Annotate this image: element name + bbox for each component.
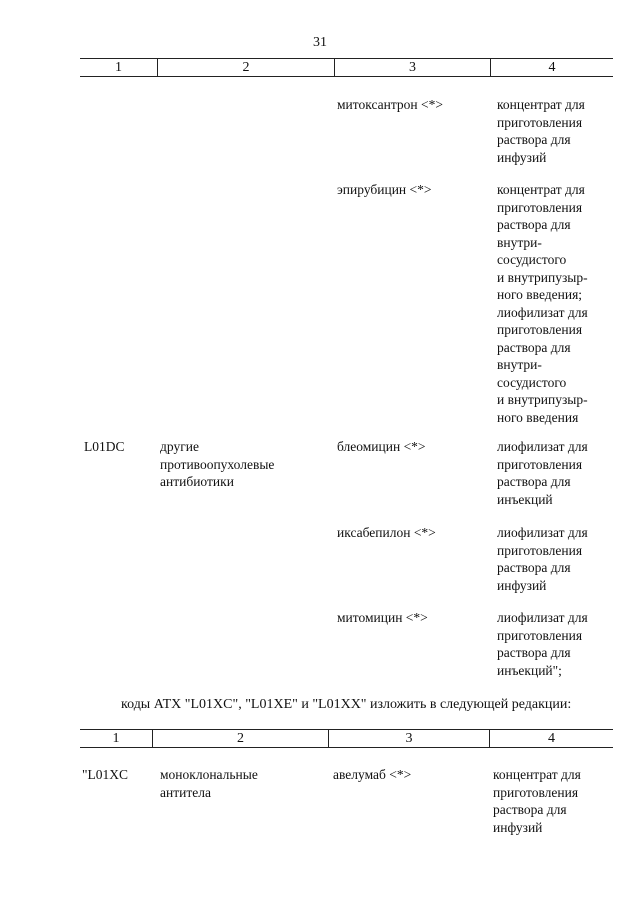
dosage-form: концентрат для приготовления раствора для инфузий — [493, 767, 581, 835]
drug-name: митоксантрон <*> — [337, 97, 443, 112]
table2-header-col-3: 3 — [405, 731, 413, 746]
dosage-form: лиофилизат для приготовления раствора для инъекций"; — [497, 610, 588, 678]
drug-name: эпирубицин <*> — [337, 182, 432, 197]
drug-name: блеомицин <*> — [337, 439, 426, 454]
drug-name: авелумаб <*> — [333, 767, 412, 782]
table2-header-col-1: 1 — [112, 731, 120, 746]
table2-header — [80, 729, 613, 748]
page-number: 31 — [313, 35, 327, 50]
dosage-form: лиофилизат для приготовления раствора для инъекций — [497, 439, 588, 507]
atc-group-name: моноклональные антитела — [160, 767, 258, 800]
table1-header-col-4: 4 — [548, 60, 556, 75]
amendment-text: коды АТХ "L01XC", "L01XE" и "L01XX" изложить в следующей редакции: — [121, 697, 572, 712]
table1-header — [80, 58, 613, 77]
dosage-form: концентрат для приготовления раствора для инфузий — [497, 97, 585, 165]
table1-header-col-1: 1 — [115, 60, 122, 75]
atc-group-name: другие противоопухолевые антибиотики — [160, 439, 275, 489]
drug-name: митомицин <*> — [337, 610, 428, 625]
dosage-form: лиофилизат для приготовления раствора для инфузий — [497, 525, 588, 593]
table2-header-col-4: 4 — [548, 731, 555, 746]
dosage-form: концентрат для приготовления раствора для внутри- сосудистого и внутрипузыр- ного введения; лиофилизат для приготовления раствора для внутри- сосудистого и внутрипузыр- ного введения — [497, 182, 588, 425]
table2-header-col-2: 2 — [237, 731, 244, 746]
drug-name: иксабепилон <*> — [337, 525, 436, 540]
atc-code: "L01XC — [82, 767, 129, 782]
atc-code: L01DC — [84, 439, 125, 454]
table1-header-col-3: 3 — [409, 60, 416, 75]
table1-header-col-2: 2 — [242, 60, 250, 75]
